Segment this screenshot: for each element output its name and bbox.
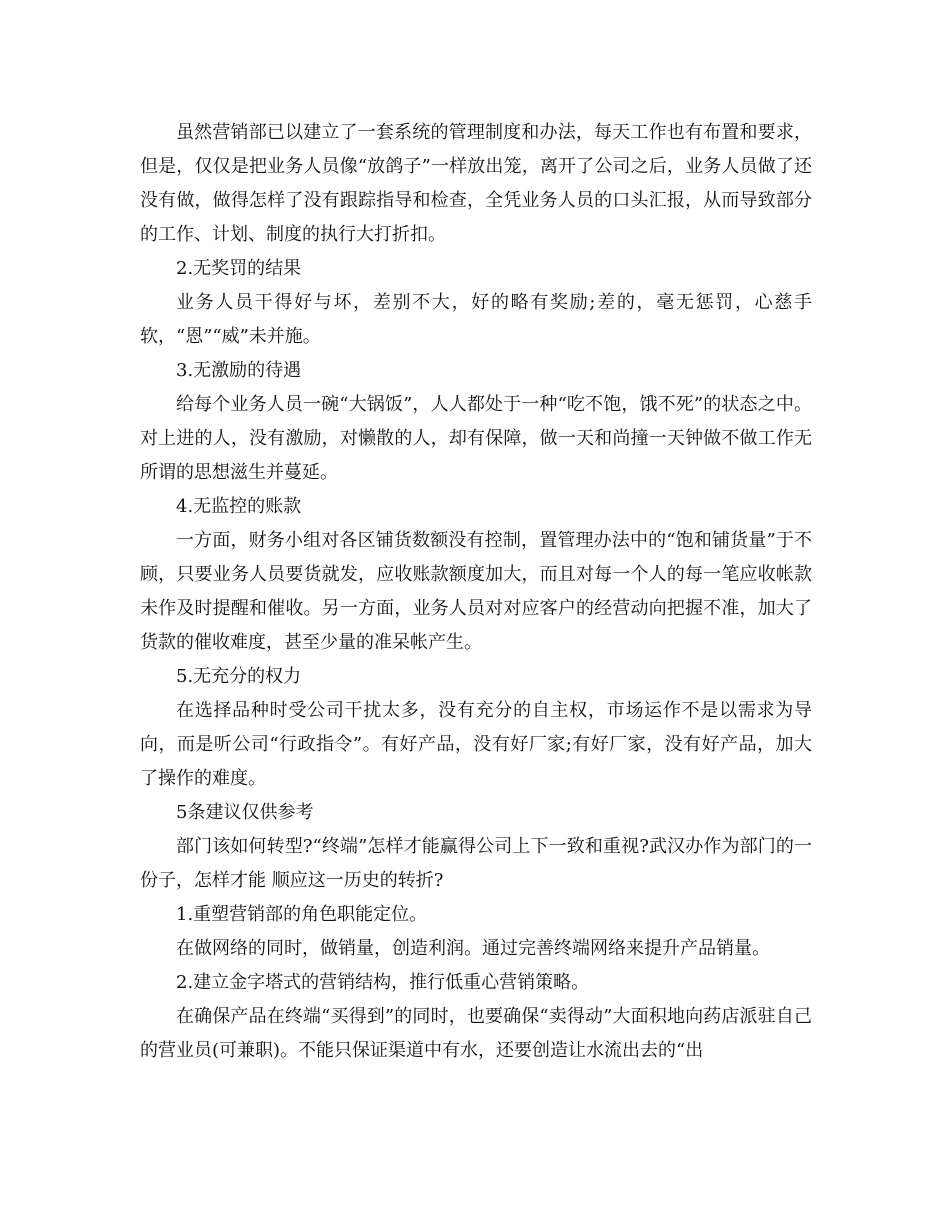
paragraph-suggestion-2: 在确保产品在终端“买得到”的同时，也要确保“卖得动”大面积地向药店派驻自己的营业员(可兼职)。不能只保证渠道中有水，还要创造让水流出去的“出 [140, 1006, 812, 1061]
heading-no-monitored-accounts: 4.无监控的账款 [176, 496, 302, 517]
paragraph-no-monitored-accounts: 一方面，财务小组对各区铺货数额没有控制，置管理办法中的“饱和铺货量”于不顾，只要业务人员要货就发，应收账款额度加大，而且对每一个人的每一笔应收帐款未作及时提醒和催收。另一方面，业务人员对对应客户的经营动向把握不准，加大了货款的催收难度，甚至少量的准呆帐产生。 [140, 530, 812, 653]
heading-no-sufficient-authority: 5.无充分的权力 [176, 666, 302, 687]
paragraph-transformation-questions: 部门该如何转型?“终端”怎样才能赢得公司上下一致和重视?武汉办作为部门的一份子，怎样才能 顺应这一历史的转折? [140, 836, 812, 891]
heading-suggestion-2: 2.建立金字塔式的营销结构，推行低重心营销策略。 [176, 972, 590, 993]
paragraph-no-incentive: 给每个业务人员一碗“大锅饭”，人人都处于一种“吃不饱，饿不死”的状态之中。对上进的人，没有激励，对懒散的人，却有保障，做一天和尚撞一天钟做不做工作无所谓的思想滋生并蔓延。 [140, 394, 812, 483]
heading-suggestion-1: 1.重塑营销部的角色职能定位。 [176, 904, 428, 925]
heading-no-incentive: 3.无激励的待遇 [176, 360, 302, 381]
paragraph-no-reward-punishment: 业务人员干得好与坏，差别不大，好的略有奖励;差的，毫无惩罚，心慈手软，“恩”“威”未并施。 [140, 292, 812, 347]
heading-no-reward-punishment: 2.无奖罚的结果 [176, 258, 302, 279]
document-body [140, 116, 812, 1068]
paragraph-suggestion-1: 在做网络的同时，做销量，创造利润。通过完善终端网络来提升产品销量。 [176, 938, 770, 959]
paragraph-no-sufficient-authority: 在选择品种时受公司干扰太多，没有充分的自主权，市场运作不是以需求为导向，而是听公司“行政指令”。有好产品，没有好厂家;有好厂家，没有好产品，加大了操作的难度。 [140, 700, 812, 789]
paragraph-problem-1-body: 虽然营销部已以建立了一套系统的管理制度和办法，每天工作也有布置和要求，但是，仅仅是把业务人员像“放鸽子”一样放出笼，离开了公司之后，业务人员做了还没有做，做得怎样了没有跟踪指导和检查，全凭业务人员的口头汇报，从而导致部分的工作、计划、制度的执行大打折扣。 [140, 122, 812, 245]
heading-five-suggestions: 5条建议仅供参考 [176, 802, 314, 823]
